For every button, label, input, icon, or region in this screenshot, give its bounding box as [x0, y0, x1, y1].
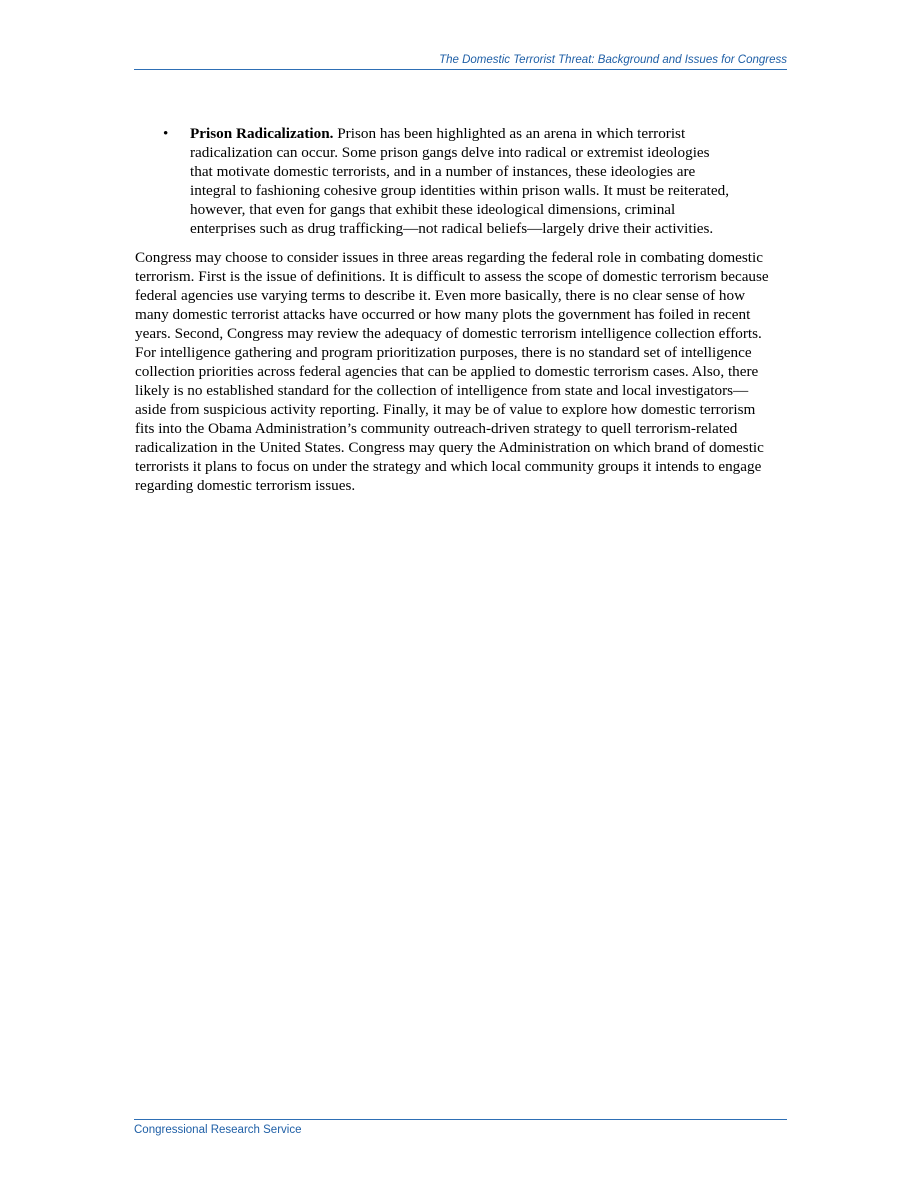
bullet-item-prison-radicalization [163, 124, 735, 238]
running-footer [134, 1119, 787, 1137]
running-header-title: The Domestic Terrorist Threat: Background and Issues for Congress [439, 54, 787, 66]
bullet-heading: Prison Radicalization. [190, 125, 334, 142]
bullet-text: Prison has been highlighted as an arena in which terrorist radicalization can occur. Some prison gangs delve into radical or extremist ideologies that motivate domestic terrorists, and in a number of instances, these ideologies are integral to fashioning cohesive group identities within prison walls. It must be reiterated, however, that even for gangs that exhibit these ideological dimensions, criminal enterprises such as drug trafficking—not radical beliefs—largely drive their activities. [190, 125, 730, 237]
body-paragraph: Congress may choose to consider issues in three areas regarding the federal role in combating domestic terrorism. First is the issue of definitions. It is difficult to assess the scope of domestic terrorism because federal agencies use varying terms to describe it. Even more basically, there is no clear sense of how many domestic terrorist attacks have occurred or how many plots the government has foiled in recent years. Second, Congress may review the adequacy of domestic terrorism intelligence collection efforts. For intelligence gathering and program prioritization purposes, there is no standard set of intelligence collection priorities across federal agencies that can be applied to domestic terrorism cases. Also, there likely is no established standard for the collection of intelligence from state and local investigators—aside from suspicious activity reporting. Finally, it may be of value to explore how domestic terrorism fits into the Obama Administration’s community outreach-driven strategy to quell terrorism-related radicalization in the United States. Congress may query the Administration on which brand of domestic terrorists it plans to focus on under the strategy and which local community groups it intends to engage regarding domestic terrorism issues. [135, 249, 769, 494]
page-content [135, 124, 775, 495]
bullet-icon: • [163, 125, 169, 142]
footer-organization: Congressional Research Service [134, 1124, 302, 1136]
running-header [134, 53, 787, 70]
